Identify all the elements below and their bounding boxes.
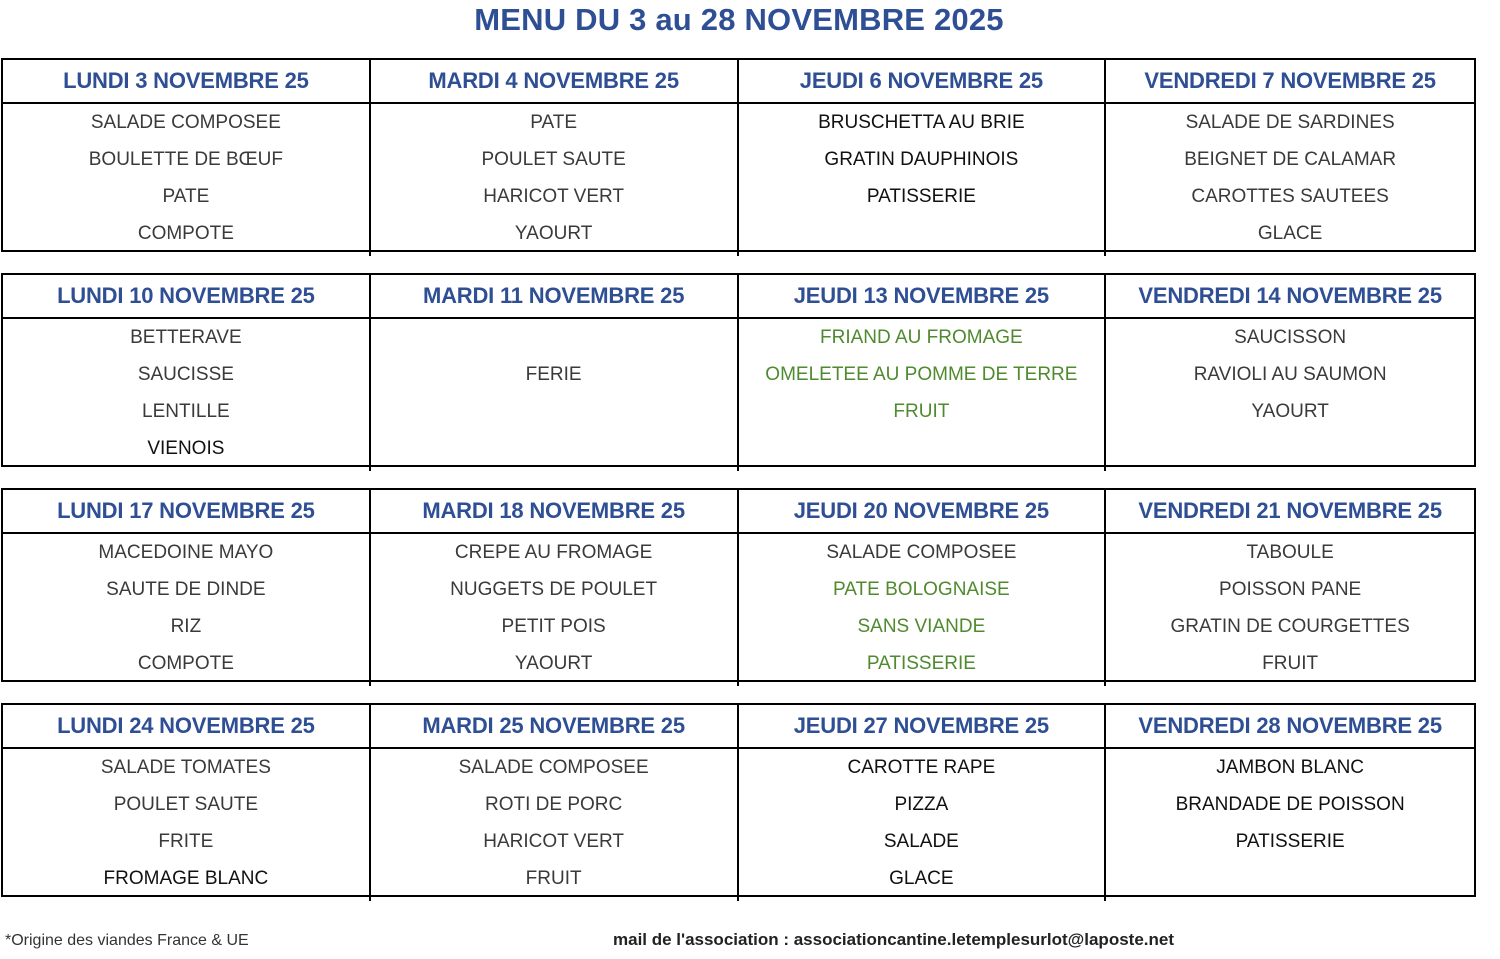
day-header: JEUDI 20 NOVEMBRE 25 — [739, 490, 1107, 534]
day-header: LUNDI 17 NOVEMBRE 25 — [3, 490, 371, 534]
dish: SAUCISSON — [1234, 327, 1347, 348]
dish: BETTERAVE — [130, 327, 242, 348]
dish: SALADE COMPOSEE — [826, 542, 1017, 563]
day-menu — [1106, 749, 1474, 901]
dish: YAOURT — [514, 653, 593, 674]
dish: PATISSERIE — [866, 653, 976, 674]
dish: YAOURT — [1251, 401, 1329, 422]
dish: TABOULE — [1246, 542, 1334, 563]
day-menu — [3, 319, 371, 471]
dish: OMELETEE AU POMME DE TERRE — [765, 364, 1078, 385]
dish: ROTI DE PORC — [485, 794, 623, 815]
dish: GRATIN DAUPHINOIS — [824, 149, 1019, 170]
dish: BRUSCHETTA AU BRIE — [818, 112, 1025, 133]
dish: SALADE — [883, 831, 959, 852]
day-menu — [371, 319, 739, 471]
day-header: MARDI 18 NOVEMBRE 25 — [371, 490, 739, 534]
day-menu — [371, 534, 739, 686]
dish: GRATIN DE COURGETTES — [1170, 616, 1410, 637]
dish: SAUCISSE — [137, 364, 234, 385]
day-header: VENDREDI 21 NOVEMBRE 25 — [1106, 490, 1474, 534]
week-table-1 — [1, 58, 1476, 252]
day-header: MARDI 11 NOVEMBRE 25 — [371, 275, 739, 319]
dish: SANS VIANDE — [857, 616, 986, 637]
day-menu — [1106, 104, 1474, 256]
dish: BOULETTE DE BŒUF — [88, 149, 283, 170]
day-header: LUNDI 3 NOVEMBRE 25 — [3, 60, 371, 104]
day-header: JEUDI 6 NOVEMBRE 25 — [739, 60, 1107, 104]
dish: POISSON PANE — [1219, 579, 1362, 600]
dish: LENTILLE — [142, 401, 230, 422]
dish: FERIE — [525, 364, 582, 385]
meat-origin-note: *Origine des viandes France & UE — [5, 932, 249, 949]
dish: PETIT POIS — [501, 616, 606, 637]
dish: SALADE TOMATES — [100, 757, 271, 778]
day-header: VENDREDI 7 NOVEMBRE 25 — [1106, 60, 1474, 104]
dish: VIENOIS — [147, 438, 225, 459]
association-email[interactable]: mail de l'association : associationcantine.letemplesurlot@laposte.net — [613, 930, 1174, 949]
dish: RIZ — [170, 616, 202, 637]
day-menu — [739, 104, 1107, 256]
dish: SAUTE DE DINDE — [106, 579, 266, 600]
dish: FRIAND AU FROMAGE — [820, 327, 1023, 348]
dish: FRITE — [158, 831, 214, 852]
dish: BEIGNET DE CALAMAR — [1184, 149, 1397, 170]
day-header: VENDREDI 28 NOVEMBRE 25 — [1106, 705, 1474, 749]
dish: SALADE COMPOSEE — [90, 112, 281, 133]
day-header: VENDREDI 14 NOVEMBRE 25 — [1106, 275, 1474, 319]
dish: FRUIT — [525, 868, 582, 889]
week-table-2 — [1, 273, 1476, 467]
day-header: JEUDI 13 NOVEMBRE 25 — [739, 275, 1107, 319]
day-header: MARDI 25 NOVEMBRE 25 — [371, 705, 739, 749]
dish: FROMAGE BLANC — [103, 868, 269, 889]
dish: FRUIT — [1262, 653, 1319, 674]
dish: JAMBON BLANC — [1216, 757, 1365, 778]
dish: GLACE — [1257, 223, 1323, 244]
day-menu — [371, 104, 739, 256]
dish: FRUIT — [893, 401, 950, 422]
day-menu — [371, 749, 739, 901]
dish: CREPE AU FROMAGE — [454, 542, 653, 563]
dish: SALADE DE SARDINES — [1185, 112, 1395, 133]
week-table-3 — [1, 488, 1476, 682]
day-menu — [1106, 534, 1474, 686]
day-header: LUNDI 24 NOVEMBRE 25 — [3, 705, 371, 749]
dish: POULET SAUTE — [481, 149, 626, 170]
day-menu — [739, 534, 1107, 686]
dish: YAOURT — [514, 223, 593, 244]
day-header: LUNDI 10 NOVEMBRE 25 — [3, 275, 371, 319]
dish: BRANDADE DE POISSON — [1175, 794, 1405, 815]
dish: COMPOTE — [137, 653, 234, 674]
dish: HARICOT VERT — [483, 186, 624, 207]
day-header: JEUDI 27 NOVEMBRE 25 — [739, 705, 1107, 749]
week-table-4 — [1, 703, 1476, 897]
day-menu — [739, 319, 1107, 471]
dish: NUGGETS DE POULET — [450, 579, 658, 600]
dish: CAROTTES SAUTEES — [1191, 186, 1389, 207]
dish: POULET SAUTE — [113, 794, 259, 815]
day-menu — [1106, 319, 1474, 471]
dish: PATISSERIE — [866, 186, 976, 207]
day-menu — [3, 749, 371, 901]
dish: GLACE — [889, 868, 954, 889]
dish: CAROTTE RAPE — [847, 757, 996, 778]
dish: MACEDOINE MAYO — [98, 542, 274, 563]
dish: PATISSERIE — [1235, 831, 1345, 852]
dish: PATE — [530, 112, 578, 133]
day-menu — [3, 104, 371, 256]
dish: PIZZA — [894, 794, 949, 815]
day-menu — [739, 749, 1107, 901]
dish: HARICOT VERT — [483, 831, 624, 852]
dish: COMPOTE — [137, 223, 234, 244]
dish: PATE BOLOGNAISE — [833, 579, 1010, 600]
dish: PATE — [162, 186, 210, 207]
page-title: MENU DU 3 au 28 NOVEMBRE 2025 — [474, 2, 1004, 37]
dish: RAVIOLI AU SAUMON — [1193, 364, 1387, 385]
day-menu — [3, 534, 371, 686]
dish: SALADE COMPOSEE — [458, 757, 649, 778]
day-header: MARDI 4 NOVEMBRE 25 — [371, 60, 739, 104]
